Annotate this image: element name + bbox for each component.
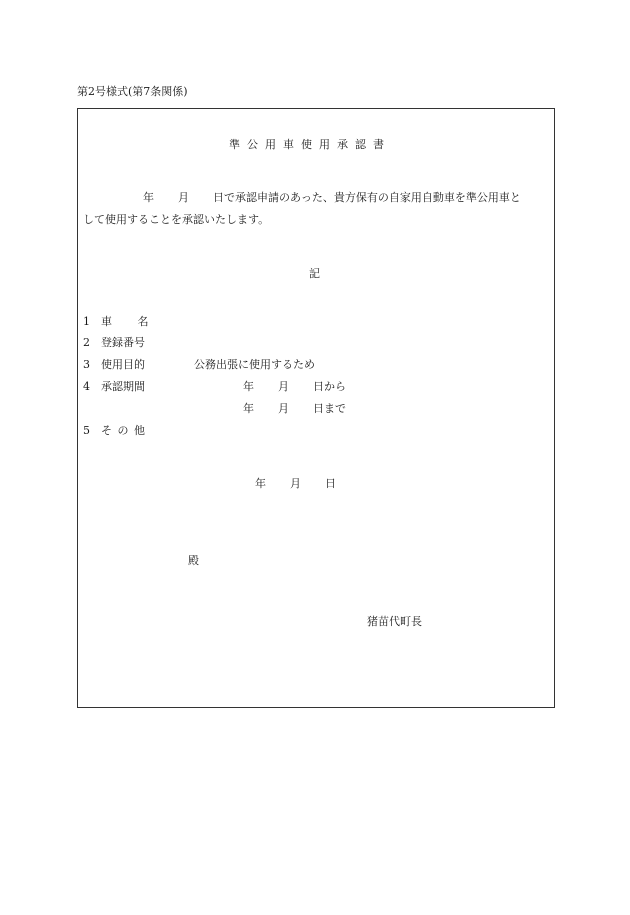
item-4-from-month: 月 <box>278 380 289 393</box>
ki-heading: 記 <box>309 267 320 280</box>
form-label: 第2号様式(第7条関係) <box>77 85 188 98</box>
item-5-number: 5 <box>83 424 90 437</box>
item-2-label: 登録番号 <box>101 336 145 349</box>
issue-month: 月 <box>290 477 301 490</box>
item-4-to-day: 日まで <box>313 402 346 415</box>
item-4-from-year: 年 <box>243 380 254 393</box>
document-title: 準公用車使用承認書 <box>229 138 391 151</box>
issue-day: 日 <box>325 477 336 490</box>
intro-month: 月 <box>178 191 189 204</box>
item-4-to-month: 月 <box>278 402 289 415</box>
intro-line-2: して使用することを承認いたします。 <box>83 213 270 226</box>
item-3-number: 3 <box>83 358 90 371</box>
item-5-label: そ の 他 <box>101 424 145 437</box>
item-1-label <box>101 316 149 327</box>
item-3-value: 公務出張に使用するため <box>194 358 315 371</box>
item-1-label-text: 車 名 <box>101 315 149 328</box>
item-4-number: 4 <box>83 380 90 393</box>
item-4-to-year: 年 <box>243 402 254 415</box>
addressee-suffix: 殿 <box>188 554 199 567</box>
item-3-label: 使用目的 <box>101 358 145 371</box>
intro-line-1: 日で承認申請のあった、貴方保有の自家用自動車を準公用車と <box>213 191 521 204</box>
item-2-number: 2 <box>83 336 90 349</box>
item-4-from-day: 日から <box>313 380 346 393</box>
intro-year: 年 <box>143 191 154 204</box>
issue-year: 年 <box>255 477 266 490</box>
item-1-number: 1 <box>83 315 90 328</box>
item-4-label: 承認期間 <box>101 380 145 393</box>
issuer-title: 猪苗代町長 <box>367 615 422 628</box>
